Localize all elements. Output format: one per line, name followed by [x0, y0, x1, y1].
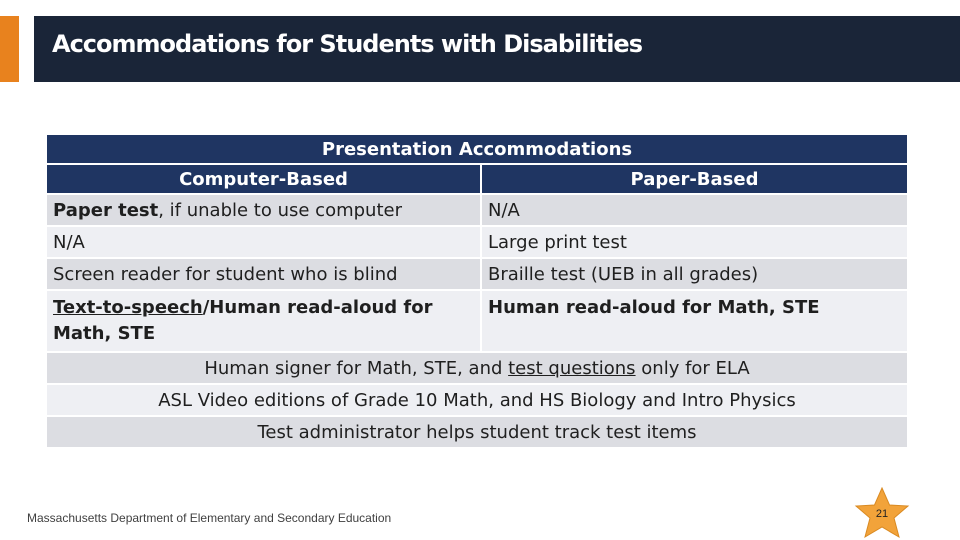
page-number: 21	[875, 508, 889, 520]
table-row	[46, 290, 908, 352]
cell-text: Human signer for Math, STE, and	[204, 357, 509, 379]
table-row	[46, 352, 908, 384]
table-title-row	[46, 134, 908, 164]
tracking-row-cell: Test administrator helps student track test items	[46, 416, 908, 448]
cell-computer: N/A	[46, 226, 481, 258]
cell-paper: Large print test	[481, 226, 908, 258]
column-header-row	[46, 164, 908, 194]
cell-computer	[46, 194, 481, 226]
test-questions-link[interactable]: test questions	[508, 357, 636, 379]
table-title: Presentation Accommodations	[46, 134, 908, 164]
col-header-computer: Computer-Based	[46, 164, 481, 194]
cell-text: only for ELA	[635, 357, 750, 379]
asl-row-cell: ASL Video editions of Grade 10 Math, and HS Biology and Intro Physics	[46, 384, 908, 416]
cell-paper: N/A	[481, 194, 908, 226]
title-accent-bar	[0, 16, 19, 82]
table-row	[46, 194, 908, 226]
cell-paper: Human read-aloud for Math, STE	[481, 290, 908, 352]
cell-text: /Human read-aloud for Math, STE	[53, 297, 433, 344]
accommodations-table	[45, 133, 909, 449]
table-row	[46, 226, 908, 258]
text-to-speech-link[interactable]: Text-to-speech	[53, 297, 203, 318]
cell-computer	[46, 290, 481, 352]
cell-computer: Screen reader for student who is blind	[46, 258, 481, 290]
cell-paper: Braille test (UEB in all grades)	[481, 258, 908, 290]
cell-text: , if unable to use computer	[158, 199, 402, 221]
table-row	[46, 258, 908, 290]
slide-title: Accommodations for Students with Disabilities	[52, 30, 642, 58]
signer-row-cell	[46, 352, 908, 384]
cell-emphasis: Paper test	[53, 199, 159, 221]
table-row	[46, 416, 908, 448]
table-row	[46, 384, 908, 416]
col-header-paper: Paper-Based	[481, 164, 908, 194]
footer-text: Massachusetts Department of Elementary and Secondary Education	[27, 511, 392, 525]
